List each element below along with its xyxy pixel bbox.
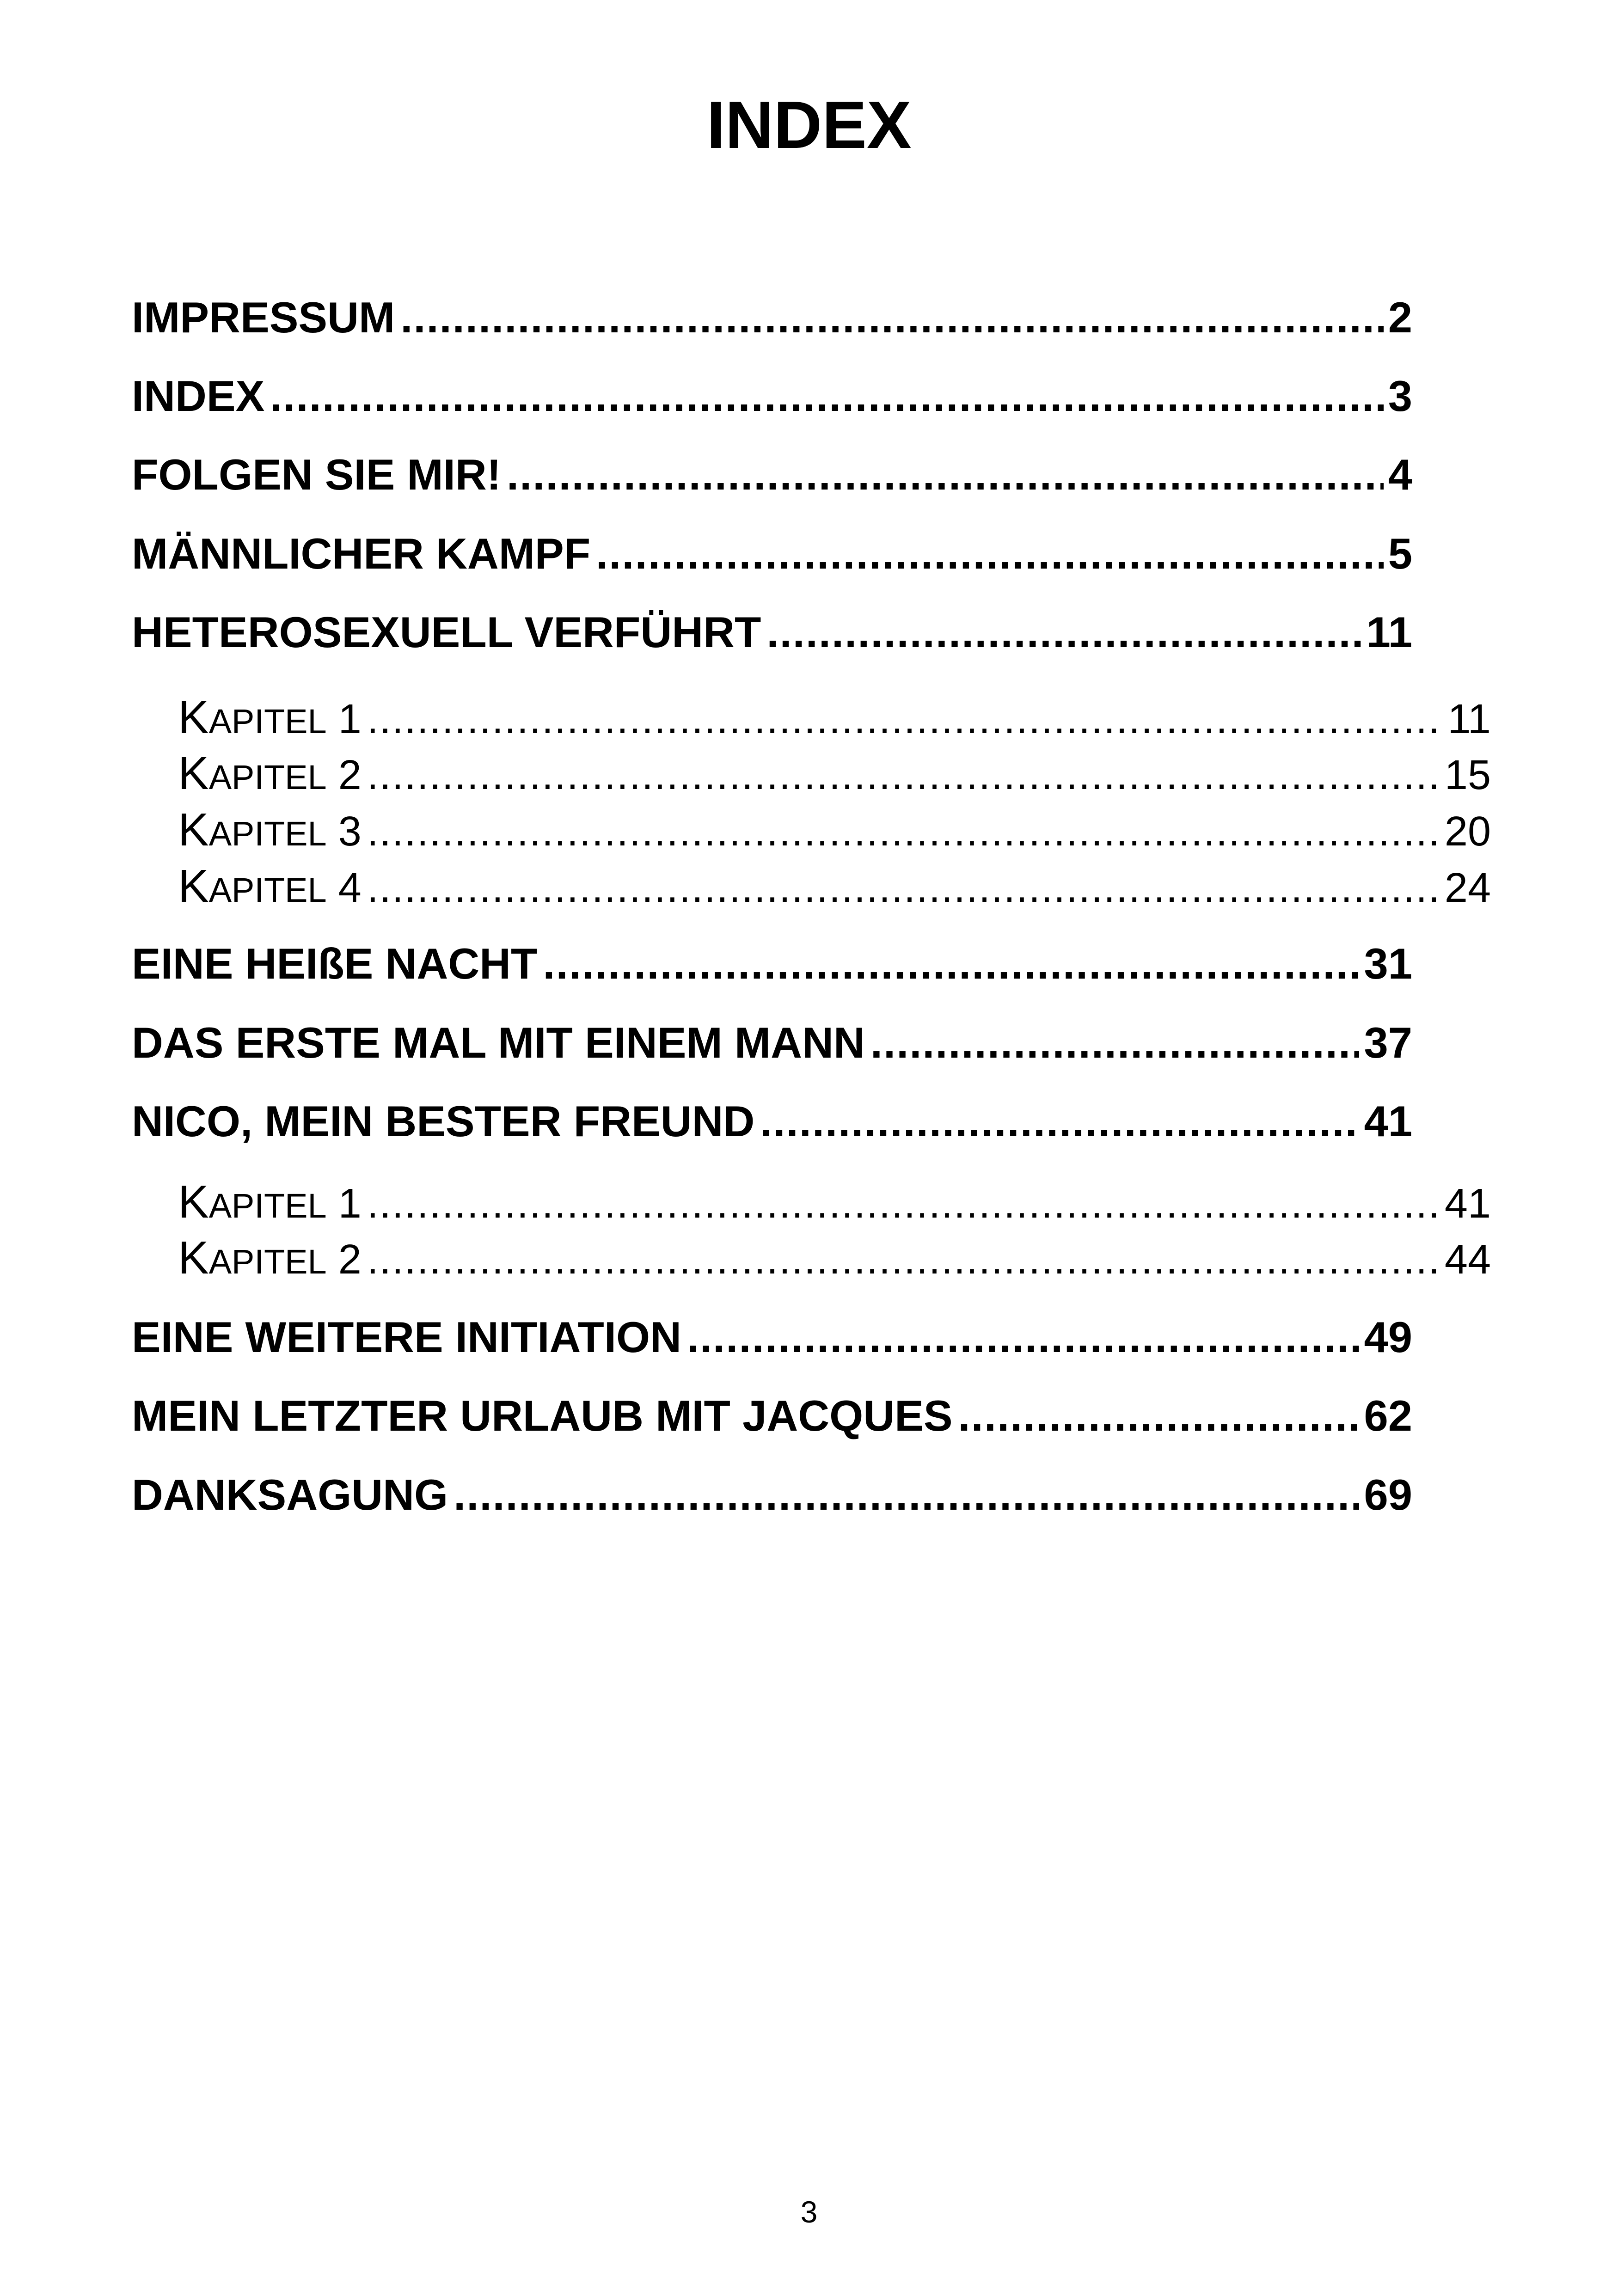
toc-subentry-page: 20	[1444, 808, 1491, 855]
toc-entry-index[interactable]	[132, 368, 1412, 424]
toc-entry-page: 4	[1388, 450, 1412, 499]
toc-subentry-kapitel-1[interactable]	[178, 1176, 1491, 1227]
dot-leader	[270, 368, 1383, 424]
toc-subentry-page: 44	[1444, 1237, 1491, 1283]
dot-leader	[507, 447, 1384, 502]
dot-leader	[687, 1310, 1359, 1365]
dot-leader	[367, 806, 1440, 855]
toc-entry-label: EINE HEIßE NACHT	[132, 939, 538, 988]
dot-leader	[766, 605, 1361, 660]
toc-subentry-label: KAPITEL 4	[178, 861, 362, 912]
dot-leader	[367, 863, 1440, 912]
toc-entry-label: NICO, MEIN BESTER FREUND	[132, 1097, 755, 1145]
dot-leader	[367, 694, 1443, 743]
toc-entry-page: 31	[1364, 939, 1412, 988]
toc-entry-nico-mein-bester-freund[interactable]	[132, 1094, 1412, 1149]
toc-subentry-kapitel-1[interactable]	[178, 692, 1491, 743]
toc-entry-label: MEIN LETZTER URLAUB MIT JACQUES	[132, 1391, 953, 1440]
toc-entry-label: INDEX	[132, 372, 265, 420]
toc-subentry-page: 15	[1444, 752, 1491, 798]
toc-entry-label: DANKSAGUNG	[132, 1470, 448, 1519]
toc-entry-label: HETEROSEXUELL VERFÜHRT	[132, 608, 761, 656]
dot-leader	[400, 290, 1383, 345]
toc-subentry-kapitel-3[interactable]	[178, 804, 1491, 855]
dot-leader	[454, 1467, 1359, 1523]
dot-leader	[543, 936, 1359, 992]
toc-entry-page: 49	[1364, 1313, 1412, 1361]
toc-entry-heterosexuell-verfuehrt[interactable]	[132, 605, 1412, 660]
dot-leader	[870, 1015, 1360, 1071]
toc-subentry-label: KAPITEL 2	[178, 748, 362, 799]
page-number: 3	[800, 2195, 818, 2229]
toc-entry-eine-weitere-initiation[interactable]	[132, 1310, 1412, 1365]
toc-subentry-label: KAPITEL 1	[178, 1176, 362, 1227]
toc-entry-das-erste-mal[interactable]	[132, 1015, 1412, 1071]
dot-leader	[367, 750, 1440, 799]
dot-leader	[596, 526, 1384, 582]
toc-entry-maennlicher-kampf[interactable]	[132, 526, 1412, 582]
toc-entry-page: 5	[1388, 529, 1412, 578]
toc-entry-page: 11	[1366, 608, 1412, 656]
toc-entry-page: 3	[1388, 372, 1412, 420]
dot-leader	[367, 1234, 1440, 1283]
toc-entry-impressum[interactable]	[132, 290, 1412, 345]
toc-entry-label: EINE WEITERE INITIATION	[132, 1313, 681, 1361]
page-title: INDEX	[706, 87, 912, 162]
toc-entry-page: 69	[1364, 1470, 1412, 1519]
toc-entry-label: FOLGEN SIE MIR!	[132, 450, 501, 499]
toc-subentry-kapitel-2[interactable]	[178, 748, 1491, 799]
toc-subentry-kapitel-4[interactable]	[178, 861, 1491, 912]
toc-entry-mein-letzter-urlaub[interactable]	[132, 1388, 1412, 1444]
toc-entry-label: DAS ERSTE MAL MIT EINEM MANN	[132, 1018, 865, 1067]
toc-entry-page: 62	[1364, 1391, 1412, 1440]
toc-subentry-label: KAPITEL 1	[178, 692, 362, 743]
dot-leader	[958, 1388, 1360, 1444]
dot-leader	[760, 1094, 1359, 1149]
toc-entry-folgen-sie-mir[interactable]	[132, 447, 1412, 502]
toc-subentry-page: 11	[1447, 696, 1491, 742]
toc-entry-page: 2	[1388, 293, 1412, 342]
toc-entry-label: MÄNNLICHER KAMPF	[132, 529, 591, 578]
toc-subentry-label: KAPITEL 3	[178, 804, 362, 855]
toc-entry-eine-heisse-nacht[interactable]	[132, 936, 1412, 992]
toc-entry-page: 41	[1364, 1097, 1412, 1145]
toc-subentry-label: KAPITEL 2	[178, 1232, 362, 1283]
toc-subentry-kapitel-2[interactable]	[178, 1232, 1491, 1283]
toc-entry-label: IMPRESSUM	[132, 293, 395, 342]
dot-leader	[367, 1178, 1440, 1227]
toc-entry-danksagung[interactable]	[132, 1467, 1412, 1523]
toc-subentry-page: 41	[1444, 1181, 1491, 1227]
toc-entry-page: 37	[1364, 1018, 1412, 1067]
toc-subentry-page: 24	[1444, 865, 1491, 911]
